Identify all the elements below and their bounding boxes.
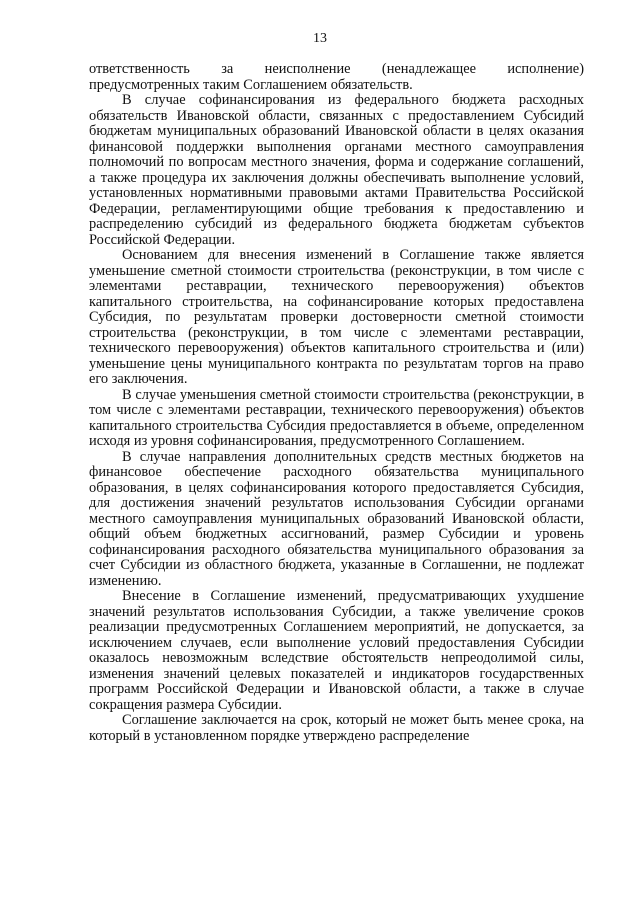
paragraph-agreement-term: Соглашение заключается на срок, который не может быть менее срока, на который в установленном порядке утверждено распределение	[89, 712, 584, 744]
page-number: 13	[313, 31, 327, 46]
paragraph-changes-worsening: Внесение в Соглашение изменений, предусматривающих ухудшение значений результатов использования Субсидии, а также увеличение сроков реализации предусмотренных Соглашением мероприятий, не допускается, за исключением случаев, если выполнение условий предоставления Субсидии оказалось невозможным вследствие обстоятельств непреодолимой силы, изменения значений целевых показателей и индикаторов государственных программ Российской Федерации и Ивановской области, а также в случае сокращения размера Субсидии.	[89, 588, 584, 713]
paragraph-grounds-for-changes: Основанием для внесения изменений в Соглашение также является уменьшение сметной стоимости строительства (реконструкции, в том числе с элементами реставрации, технического перевооружения) объектов капитального строительства, на софинансирование которых предоставлена Субсидия, по результатам проверки достоверности сметной стоимости строительства (реконструкции, в том числе с элементами реставрации, технического перевооружения) объектов капитального строительства и (или) уменьшение цены муниципального контракта по результатам торгов на право его заключения.	[89, 247, 584, 387]
paragraph-cost-reduction: В случае уменьшения сметной стоимости строительства (реконструкции, в том числе с элементами реставрации, технического перевооружения) объектов капитального строительства Субсидия предоставляется в объеме, определенном исходя из уровня софинансирования, предусмотренного Соглашением.	[89, 386, 584, 449]
paragraph-federal-cofinancing: В случае софинансирования из федерального бюджета расходных обязательств Ивановской области, связанных с предоставлением Субсидий бюджетам муниципальных образований Ивановской области в целях оказания финансовой поддержки выполнения органами местного самоуправления полномочий по вопросам местного значения, форма и содержание соглашений, а также процедура их заключения должны обеспечивать выполнение условий, установленных нормативными правовыми актами Правительства Российской Федерации, регламентирующими общие требования к предоставлению и распределению субсидий из федерального бюджета бюджетам субъектов Российской Федерации.	[89, 92, 584, 248]
document-body	[89, 62, 584, 744]
paragraph-additional-funds: В случае направления дополнительных средств местных бюджетов на финансовое обеспечение расходного обязательства муниципального образования, в целях софинансирования которого предоставляется Субсидия, для достижения значений результатов использования Субсидии органами местного самоуправления муниципальных образований Ивановской области, общий объем бюджетных ассигнований, размер Субсидии и уровень софинансирования расходного обязательства муниципального образования за счет Субсидии из областного бюджета, указанные в Соглашенни, не подлежат изменению.	[89, 448, 584, 589]
paragraph-continuation: ответственность за неисполнение (ненадлежащее исполнение) предусмотренных таким Соглашением обязательств.	[89, 61, 584, 93]
